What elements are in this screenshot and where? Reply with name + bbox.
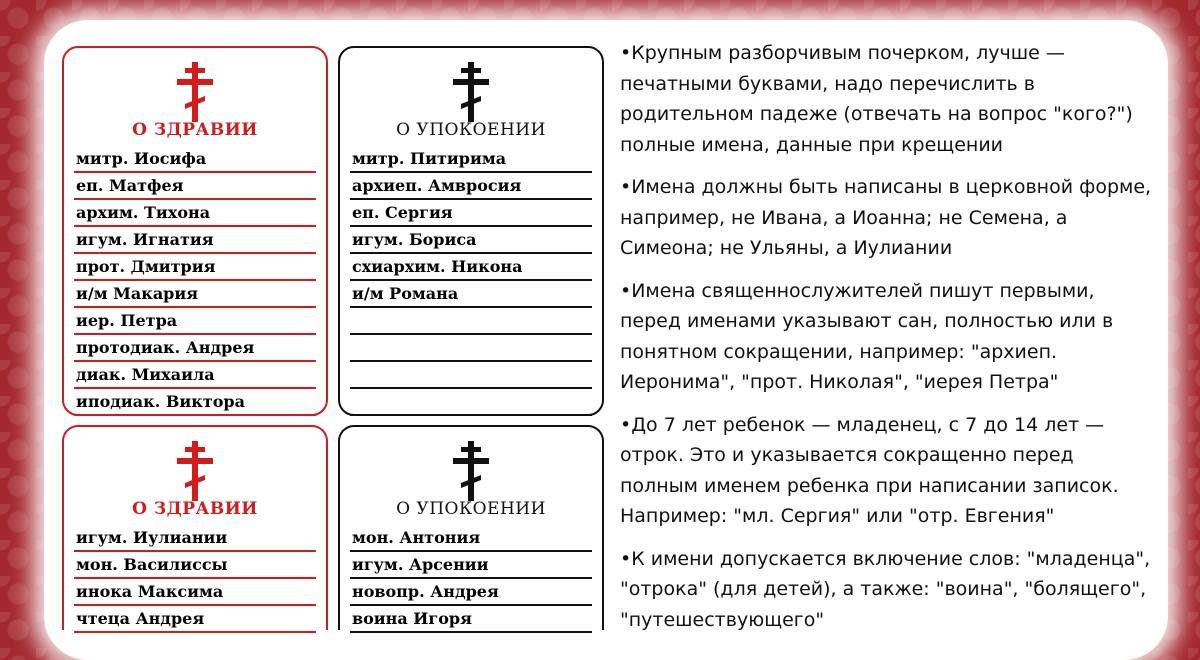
name-line: игум. Игнатия	[74, 227, 316, 254]
name-line: еп. Сергия	[350, 200, 592, 227]
card-title: О УПОКОЕНИИ	[396, 120, 546, 140]
name-line: диак. Михаила	[74, 362, 316, 389]
orthodox-cross-icon	[451, 441, 491, 501]
health-note-card-2	[62, 425, 328, 630]
instruction-paragraph: •Имена должны быть написаны в церковной форме, например, не Ивана, а Иоанна; не Семена, а Симеона; не Ульяны, а Иулиании	[620, 176, 1152, 259]
orthodox-cross-icon	[175, 441, 215, 501]
name-line: архим. Тихона	[74, 200, 316, 227]
name-line: и/м Романа	[350, 281, 592, 308]
card-title: О ЗДРАВИИ	[132, 120, 258, 140]
instruction-paragraph: •Имена священнослужителей пишут первыми, перед именами указывают сан, полностью или в понятном сокращении, например: "архиеп. Иеронима", "прот. Николая", "иерея Петра"	[620, 279, 1114, 393]
names-list	[74, 525, 316, 633]
name-line: игум. Бориса	[350, 227, 592, 254]
names-list	[350, 146, 592, 416]
repose-note-card-2	[338, 425, 604, 630]
instructions-text	[620, 38, 1155, 647]
name-line: новопр. Андрея	[350, 579, 592, 606]
name-line: протодиак. Андрея	[74, 335, 316, 362]
card-title: О ЗДРАВИИ	[132, 499, 258, 519]
name-line: схиархим. Никона	[350, 254, 592, 281]
name-line: митр. Иосифа	[74, 146, 316, 173]
name-line	[350, 335, 592, 362]
name-line: воина Игоря	[350, 606, 592, 633]
names-list	[74, 146, 316, 416]
name-line: игум. Арсении	[350, 552, 592, 579]
name-line: митр. Питирима	[350, 146, 592, 173]
orthodox-cross-icon	[451, 62, 491, 122]
name-line: мон. Антония	[350, 525, 592, 552]
name-line: и/м Макария	[74, 281, 316, 308]
health-note-card-1	[62, 46, 328, 416]
name-line	[350, 308, 592, 335]
name-line: игум. Иулиании	[74, 525, 316, 552]
instruction-paragraph: •Крупным разборчивым почерком, лучше — печатными буквами, надо перечислить в родительном падеже (отвечать на вопрос "кого?") полные имена, данные при крещении	[620, 42, 1133, 156]
name-line: иподиак. Виктора	[74, 389, 316, 416]
name-line: архиеп. Амвросия	[350, 173, 592, 200]
instruction-paragraph: •До 7 лет ребенок — младенец, с 7 до 14 лет — отрок. Это и указывается сокращенно перед полным именем ребенка при написании записок. Например: "мл. Сергия" или "отр. Евгения"	[620, 413, 1119, 527]
names-list	[350, 525, 592, 633]
name-line: чтеца Андрея	[74, 606, 316, 633]
name-line: иер. Петра	[74, 308, 316, 335]
orthodox-cross-icon	[175, 62, 215, 122]
name-line: еп. Матфея	[74, 173, 316, 200]
name-line	[350, 389, 592, 416]
instruction-paragraph: •К имени допускается включение слов: "младенца", "отрока" (для детей), а также: "воина", "болящего", "путешествующего"	[620, 547, 1151, 631]
name-line	[350, 362, 592, 389]
repose-note-card-1	[338, 46, 604, 416]
name-line: мон. Василиссы	[74, 552, 316, 579]
name-line: инока Максима	[74, 579, 316, 606]
name-line: прот. Дмитрия	[74, 254, 316, 281]
card-title: О УПОКОЕНИИ	[396, 499, 546, 519]
